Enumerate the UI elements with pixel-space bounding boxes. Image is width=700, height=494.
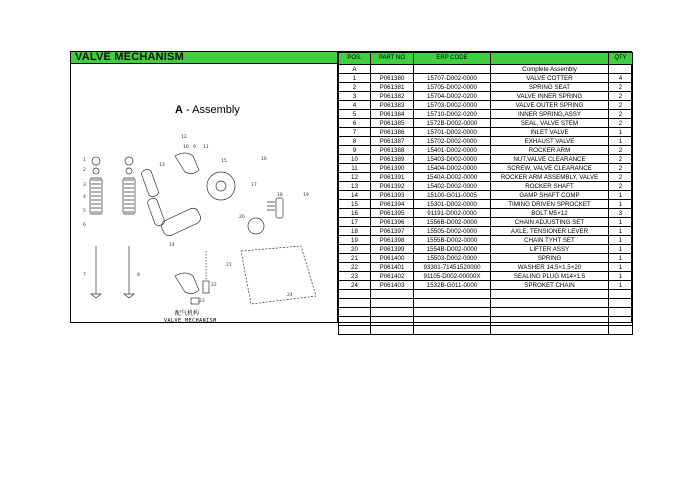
cell-qty: 2 bbox=[609, 155, 633, 164]
cell-part-no: P061401 bbox=[371, 263, 414, 272]
table-row bbox=[339, 146, 633, 155]
cell-erp-code bbox=[414, 65, 491, 74]
callout-5: 5 bbox=[83, 209, 86, 214]
table-row bbox=[339, 209, 633, 218]
table-row bbox=[339, 317, 633, 326]
cell-pos: 2 bbox=[339, 83, 371, 92]
cell-erp-code: 93301-71451520000 bbox=[414, 263, 491, 272]
cell-part-no: P061398 bbox=[371, 236, 414, 245]
cell-description: NUT,VALVE CLEARANCE bbox=[491, 155, 609, 164]
cell-pos: 21 bbox=[339, 254, 371, 263]
cell-pos bbox=[339, 317, 371, 326]
spring-seat-left bbox=[92, 157, 100, 165]
cell-erp-code: 15402-D002-0000 bbox=[414, 182, 491, 191]
cell-pos: 10 bbox=[339, 155, 371, 164]
cell-pos: 12 bbox=[339, 173, 371, 182]
cell-part-no: P061385 bbox=[371, 119, 414, 128]
cell-description: TIMING DRIVEN SPROCKET bbox=[491, 200, 609, 209]
callout-10: 10 bbox=[183, 145, 189, 150]
cell-qty: 1 bbox=[609, 272, 633, 281]
cell-pos: 1 bbox=[339, 74, 371, 83]
parts-table-body bbox=[339, 65, 633, 335]
cell-erp-code bbox=[414, 308, 491, 317]
cell-pos: 5 bbox=[339, 110, 371, 119]
table-row bbox=[339, 137, 633, 146]
cell-part-no: P061384 bbox=[371, 110, 414, 119]
callout-14: 14 bbox=[169, 243, 175, 248]
cell-erp-code: 15703-D002-0000 bbox=[414, 101, 491, 110]
cell-erp-code: 15707-D002-0000 bbox=[414, 74, 491, 83]
cell-erp-code: 15702-D002-0000 bbox=[414, 137, 491, 146]
cell-erp-code: 1554B-D002-0000 bbox=[414, 245, 491, 254]
col-header-part: PART NO bbox=[371, 53, 414, 65]
cell-qty bbox=[609, 299, 633, 308]
cell-description: BOLT M5×12 bbox=[491, 209, 609, 218]
valve-spring-left bbox=[90, 178, 102, 214]
valve-cotter-left bbox=[93, 168, 99, 174]
cell-pos: 7 bbox=[339, 128, 371, 137]
cell-erp-code: 15704-D002-0200 bbox=[414, 92, 491, 101]
table-row bbox=[339, 155, 633, 164]
cell-description: SEAL, VALVE STEM bbox=[491, 119, 609, 128]
cell-part-no bbox=[371, 290, 414, 299]
table-row bbox=[339, 272, 633, 281]
callout-2: 2 bbox=[83, 168, 86, 173]
cell-pos: 19 bbox=[339, 236, 371, 245]
caption-chinese: 配气机构 bbox=[175, 310, 200, 317]
cell-qty: 1 bbox=[609, 128, 633, 137]
callout-9: 9 bbox=[193, 145, 196, 150]
cell-erp-code: 1555B-D002-0000 bbox=[414, 236, 491, 245]
table-row bbox=[339, 299, 633, 308]
callout-8: 8 bbox=[137, 273, 140, 278]
bolts bbox=[267, 202, 275, 210]
cell-part-no: P061392 bbox=[371, 182, 414, 191]
table-row bbox=[339, 200, 633, 209]
sprocket-chain bbox=[241, 246, 316, 304]
cell-part-no: P061394 bbox=[371, 200, 414, 209]
parts-sheet bbox=[70, 51, 632, 323]
cell-pos: 15 bbox=[339, 200, 371, 209]
cell-pos bbox=[339, 290, 371, 299]
callout-1: 1 bbox=[83, 158, 86, 163]
cell-erp-code: 15403-D002-0000 bbox=[414, 155, 491, 164]
col-header-desc bbox=[491, 53, 609, 65]
assembly-prefix: A bbox=[175, 104, 183, 116]
cell-description: SCREW, VALVE CLEARANCE bbox=[491, 164, 609, 173]
cell-pos: 9 bbox=[339, 146, 371, 155]
cell-pos: 22 bbox=[339, 263, 371, 272]
cell-part-no: P061388 bbox=[371, 146, 414, 155]
cell-pos: 23 bbox=[339, 272, 371, 281]
table-row bbox=[339, 245, 633, 254]
cell-description: CHAIN TYHT SET bbox=[491, 236, 609, 245]
cell-description: LIFTER ASSY bbox=[491, 245, 609, 254]
cell-pos: 18 bbox=[339, 227, 371, 236]
cell-part-no: P061399 bbox=[371, 245, 414, 254]
inlet-valve bbox=[91, 246, 101, 298]
table-header-row bbox=[339, 53, 633, 65]
cell-qty: 1 bbox=[609, 254, 633, 263]
cell-erp-code: 15701-D002-0000 bbox=[414, 128, 491, 137]
cell-erp-code: 15301-D002-0000 bbox=[414, 200, 491, 209]
parts-table bbox=[338, 52, 633, 335]
cell-description: INNER SPRING,ASSY bbox=[491, 110, 609, 119]
cell-description bbox=[491, 326, 609, 335]
diagram-panel bbox=[71, 64, 338, 322]
cell-description: Complete Assembly bbox=[491, 65, 609, 74]
valve-cotter-right bbox=[126, 168, 132, 174]
table-row bbox=[339, 236, 633, 245]
cell-part-no bbox=[371, 326, 414, 335]
table-row bbox=[339, 254, 633, 263]
col-header-erp: ERP CODE bbox=[414, 53, 491, 65]
assembly-label: - Assembly bbox=[186, 104, 240, 116]
callout-3: 3 bbox=[83, 183, 86, 188]
cell-erp-code bbox=[414, 299, 491, 308]
table-row bbox=[339, 308, 633, 317]
cell-description: ROCKER ARM ASSEMBLY, VALVE bbox=[491, 173, 609, 182]
callout-20: 20 bbox=[239, 215, 245, 220]
cell-erp-code: 15401-D002-0000 bbox=[414, 146, 491, 155]
callout-21: 21 bbox=[226, 263, 232, 268]
cell-qty: 1 bbox=[609, 191, 633, 200]
cell-pos: 3 bbox=[339, 92, 371, 101]
cell-qty: 1 bbox=[609, 245, 633, 254]
cell-qty bbox=[609, 290, 633, 299]
col-header-pos: POS. bbox=[339, 53, 371, 65]
callout-16: 16 bbox=[261, 157, 267, 162]
cell-description: WASHER 14.5×1.5×20 bbox=[491, 263, 609, 272]
cell-erp-code bbox=[414, 317, 491, 326]
cell-part-no bbox=[371, 65, 414, 74]
cell-qty: 2 bbox=[609, 164, 633, 173]
cell-qty: 4 bbox=[609, 74, 633, 83]
table-row bbox=[339, 83, 633, 92]
callout-15: 15 bbox=[221, 159, 227, 164]
cell-part-no: P061397 bbox=[371, 227, 414, 236]
cell-part-no: P061396 bbox=[371, 218, 414, 227]
cell-pos: 16 bbox=[339, 209, 371, 218]
cell-qty: 2 bbox=[609, 182, 633, 191]
table-row bbox=[339, 191, 633, 200]
callout-13: 13 bbox=[159, 163, 165, 168]
chain-tensioner bbox=[276, 198, 283, 218]
cell-description: SPRING SEAT bbox=[491, 83, 609, 92]
sheet-title: VALVE MECHANISM bbox=[75, 51, 184, 63]
cell-pos: 24 bbox=[339, 281, 371, 290]
cell-part-no: P061383 bbox=[371, 101, 414, 110]
rocker-arm-2 bbox=[175, 273, 199, 294]
cell-description: GAMP SHAFT COMP bbox=[491, 191, 609, 200]
cell-description: VALVE COTTER bbox=[491, 74, 609, 83]
table-row bbox=[339, 128, 633, 137]
table-row bbox=[339, 281, 633, 290]
cell-qty bbox=[609, 317, 633, 326]
cell-part-no bbox=[371, 308, 414, 317]
cell-qty: 1 bbox=[609, 236, 633, 245]
cell-part-no: P061389 bbox=[371, 155, 414, 164]
cell-pos: 11 bbox=[339, 164, 371, 173]
cell-part-no: P061403 bbox=[371, 281, 414, 290]
cell-description bbox=[491, 299, 609, 308]
table-row bbox=[339, 92, 633, 101]
exploded-view-diagram bbox=[71, 126, 337, 306]
callout-18: 18 bbox=[277, 193, 283, 198]
timing-driven-sprocket bbox=[207, 172, 235, 200]
table-row bbox=[339, 182, 633, 191]
callout-12: 12 bbox=[181, 135, 187, 140]
cell-part-no: P061381 bbox=[371, 83, 414, 92]
cell-pos: 17 bbox=[339, 218, 371, 227]
cell-part-no: P061393 bbox=[371, 191, 414, 200]
cell-qty: 1 bbox=[609, 137, 633, 146]
cell-qty: 1 bbox=[609, 281, 633, 290]
small-sprocket bbox=[248, 218, 264, 234]
cell-part-no: P061400 bbox=[371, 254, 414, 263]
assembly-title bbox=[175, 104, 240, 116]
cell-description: INLET VALVE bbox=[491, 128, 609, 137]
cell-erp-code: 15100-G011-0005 bbox=[414, 191, 491, 200]
cell-pos: 14 bbox=[339, 191, 371, 200]
cell-qty: 2 bbox=[609, 173, 633, 182]
cell-description: AXLE, TENSIONER LEVER bbox=[491, 227, 609, 236]
cell-description: SEALING PLUG M14×1.5 bbox=[491, 272, 609, 281]
cell-description: VALVE OUTER SPRING bbox=[491, 101, 609, 110]
cell-qty: 1 bbox=[609, 227, 633, 236]
cell-part-no: P061382 bbox=[371, 92, 414, 101]
cell-erp-code: 15404-D002-0000 bbox=[414, 164, 491, 173]
cell-part-no bbox=[371, 317, 414, 326]
cell-qty bbox=[609, 326, 633, 335]
callout-7: 7 bbox=[83, 273, 86, 278]
callout-6: 6 bbox=[83, 223, 86, 228]
cell-erp-code: 15505-D002-0000 bbox=[414, 227, 491, 236]
cell-description: ROCKER ARM bbox=[491, 146, 609, 155]
cell-erp-code bbox=[414, 290, 491, 299]
table-row bbox=[339, 65, 633, 74]
cell-qty bbox=[609, 308, 633, 317]
cell-erp-code: 15705-D002-0000 bbox=[414, 83, 491, 92]
cell-qty bbox=[609, 65, 633, 74]
callout-23: 23 bbox=[199, 299, 205, 304]
callout-17: 17 bbox=[251, 183, 257, 188]
table-row bbox=[339, 164, 633, 173]
lifter-assy bbox=[203, 281, 209, 293]
cam-shaft bbox=[159, 206, 202, 237]
table-row bbox=[339, 227, 633, 236]
cell-qty: 2 bbox=[609, 110, 633, 119]
exhaust-valve bbox=[124, 246, 134, 298]
table-row bbox=[339, 263, 633, 272]
cell-erp-code: 1556B-D002-0000 bbox=[414, 218, 491, 227]
cell-pos: 8 bbox=[339, 137, 371, 146]
col-header-qty: QTY bbox=[609, 53, 633, 65]
cell-erp-code: 1540A-D002-0000 bbox=[414, 173, 491, 182]
cell-description: EXHAUST VALVE bbox=[491, 137, 609, 146]
sealing-plug bbox=[191, 298, 199, 304]
cell-part-no: P061380 bbox=[371, 74, 414, 83]
callout-24: 24 bbox=[287, 293, 293, 298]
cell-qty: 1 bbox=[609, 218, 633, 227]
cell-qty: 2 bbox=[609, 101, 633, 110]
cell-pos bbox=[339, 326, 371, 335]
cell-pos: 13 bbox=[339, 182, 371, 191]
cell-part-no: P061386 bbox=[371, 128, 414, 137]
cell-part-no: P061395 bbox=[371, 209, 414, 218]
cell-description bbox=[491, 308, 609, 317]
cell-part-no bbox=[371, 299, 414, 308]
cell-qty: 1 bbox=[609, 263, 633, 272]
cell-qty: 2 bbox=[609, 146, 633, 155]
rocker-arm-1 bbox=[175, 153, 199, 174]
cell-qty: 3 bbox=[609, 209, 633, 218]
cell-description bbox=[491, 317, 609, 326]
table-row bbox=[339, 110, 633, 119]
caption-english: VALVE MECHANISM bbox=[164, 318, 217, 324]
cell-description: SPRING bbox=[491, 254, 609, 263]
rocker-shaft-1 bbox=[141, 168, 160, 198]
cell-qty: 2 bbox=[609, 83, 633, 92]
cell-pos: 20 bbox=[339, 245, 371, 254]
cell-erp-code: 1572B-D002-0000 bbox=[414, 119, 491, 128]
cell-pos: A bbox=[339, 65, 371, 74]
callout-22: 22 bbox=[211, 283, 217, 288]
cell-pos bbox=[339, 299, 371, 308]
table-row bbox=[339, 290, 633, 299]
table-row bbox=[339, 74, 633, 83]
cell-erp-code: 91105-D002-00000X bbox=[414, 272, 491, 281]
cell-description: SPROKET CHAIN bbox=[491, 281, 609, 290]
cell-part-no: P061391 bbox=[371, 173, 414, 182]
spring-seat-right bbox=[125, 157, 133, 165]
cell-erp-code bbox=[414, 326, 491, 335]
table-row bbox=[339, 119, 633, 128]
cell-part-no: P061390 bbox=[371, 164, 414, 173]
cell-description: CHAIN ADJUSTING SET bbox=[491, 218, 609, 227]
cell-description bbox=[491, 290, 609, 299]
cell-qty: 2 bbox=[609, 92, 633, 101]
cell-pos bbox=[339, 308, 371, 317]
table-row bbox=[339, 101, 633, 110]
cell-part-no: P061387 bbox=[371, 137, 414, 146]
valve-spring-right bbox=[123, 178, 135, 214]
cell-erp-code: 15503-D002-0000 bbox=[414, 254, 491, 263]
cell-qty: 2 bbox=[609, 119, 633, 128]
cell-erp-code: 1532B-G011-0000 bbox=[414, 281, 491, 290]
cell-qty: 1 bbox=[609, 200, 633, 209]
callout-11: 11 bbox=[203, 145, 209, 150]
table-row bbox=[339, 173, 633, 182]
cell-erp-code: 15710-D002-0200 bbox=[414, 110, 491, 119]
callout-4: 4 bbox=[83, 195, 86, 200]
cell-pos: 6 bbox=[339, 119, 371, 128]
cell-pos: 4 bbox=[339, 101, 371, 110]
sheet-title-bar bbox=[71, 52, 338, 64]
callout-19: 19 bbox=[303, 193, 309, 198]
cell-description: VALVE INNER SPRING bbox=[491, 92, 609, 101]
table-row bbox=[339, 326, 633, 335]
cell-erp-code: 91191-D002-0000 bbox=[414, 209, 491, 218]
table-row bbox=[339, 218, 633, 227]
cell-description: ROCKER SHAFT bbox=[491, 182, 609, 191]
cell-part-no: P061402 bbox=[371, 272, 414, 281]
